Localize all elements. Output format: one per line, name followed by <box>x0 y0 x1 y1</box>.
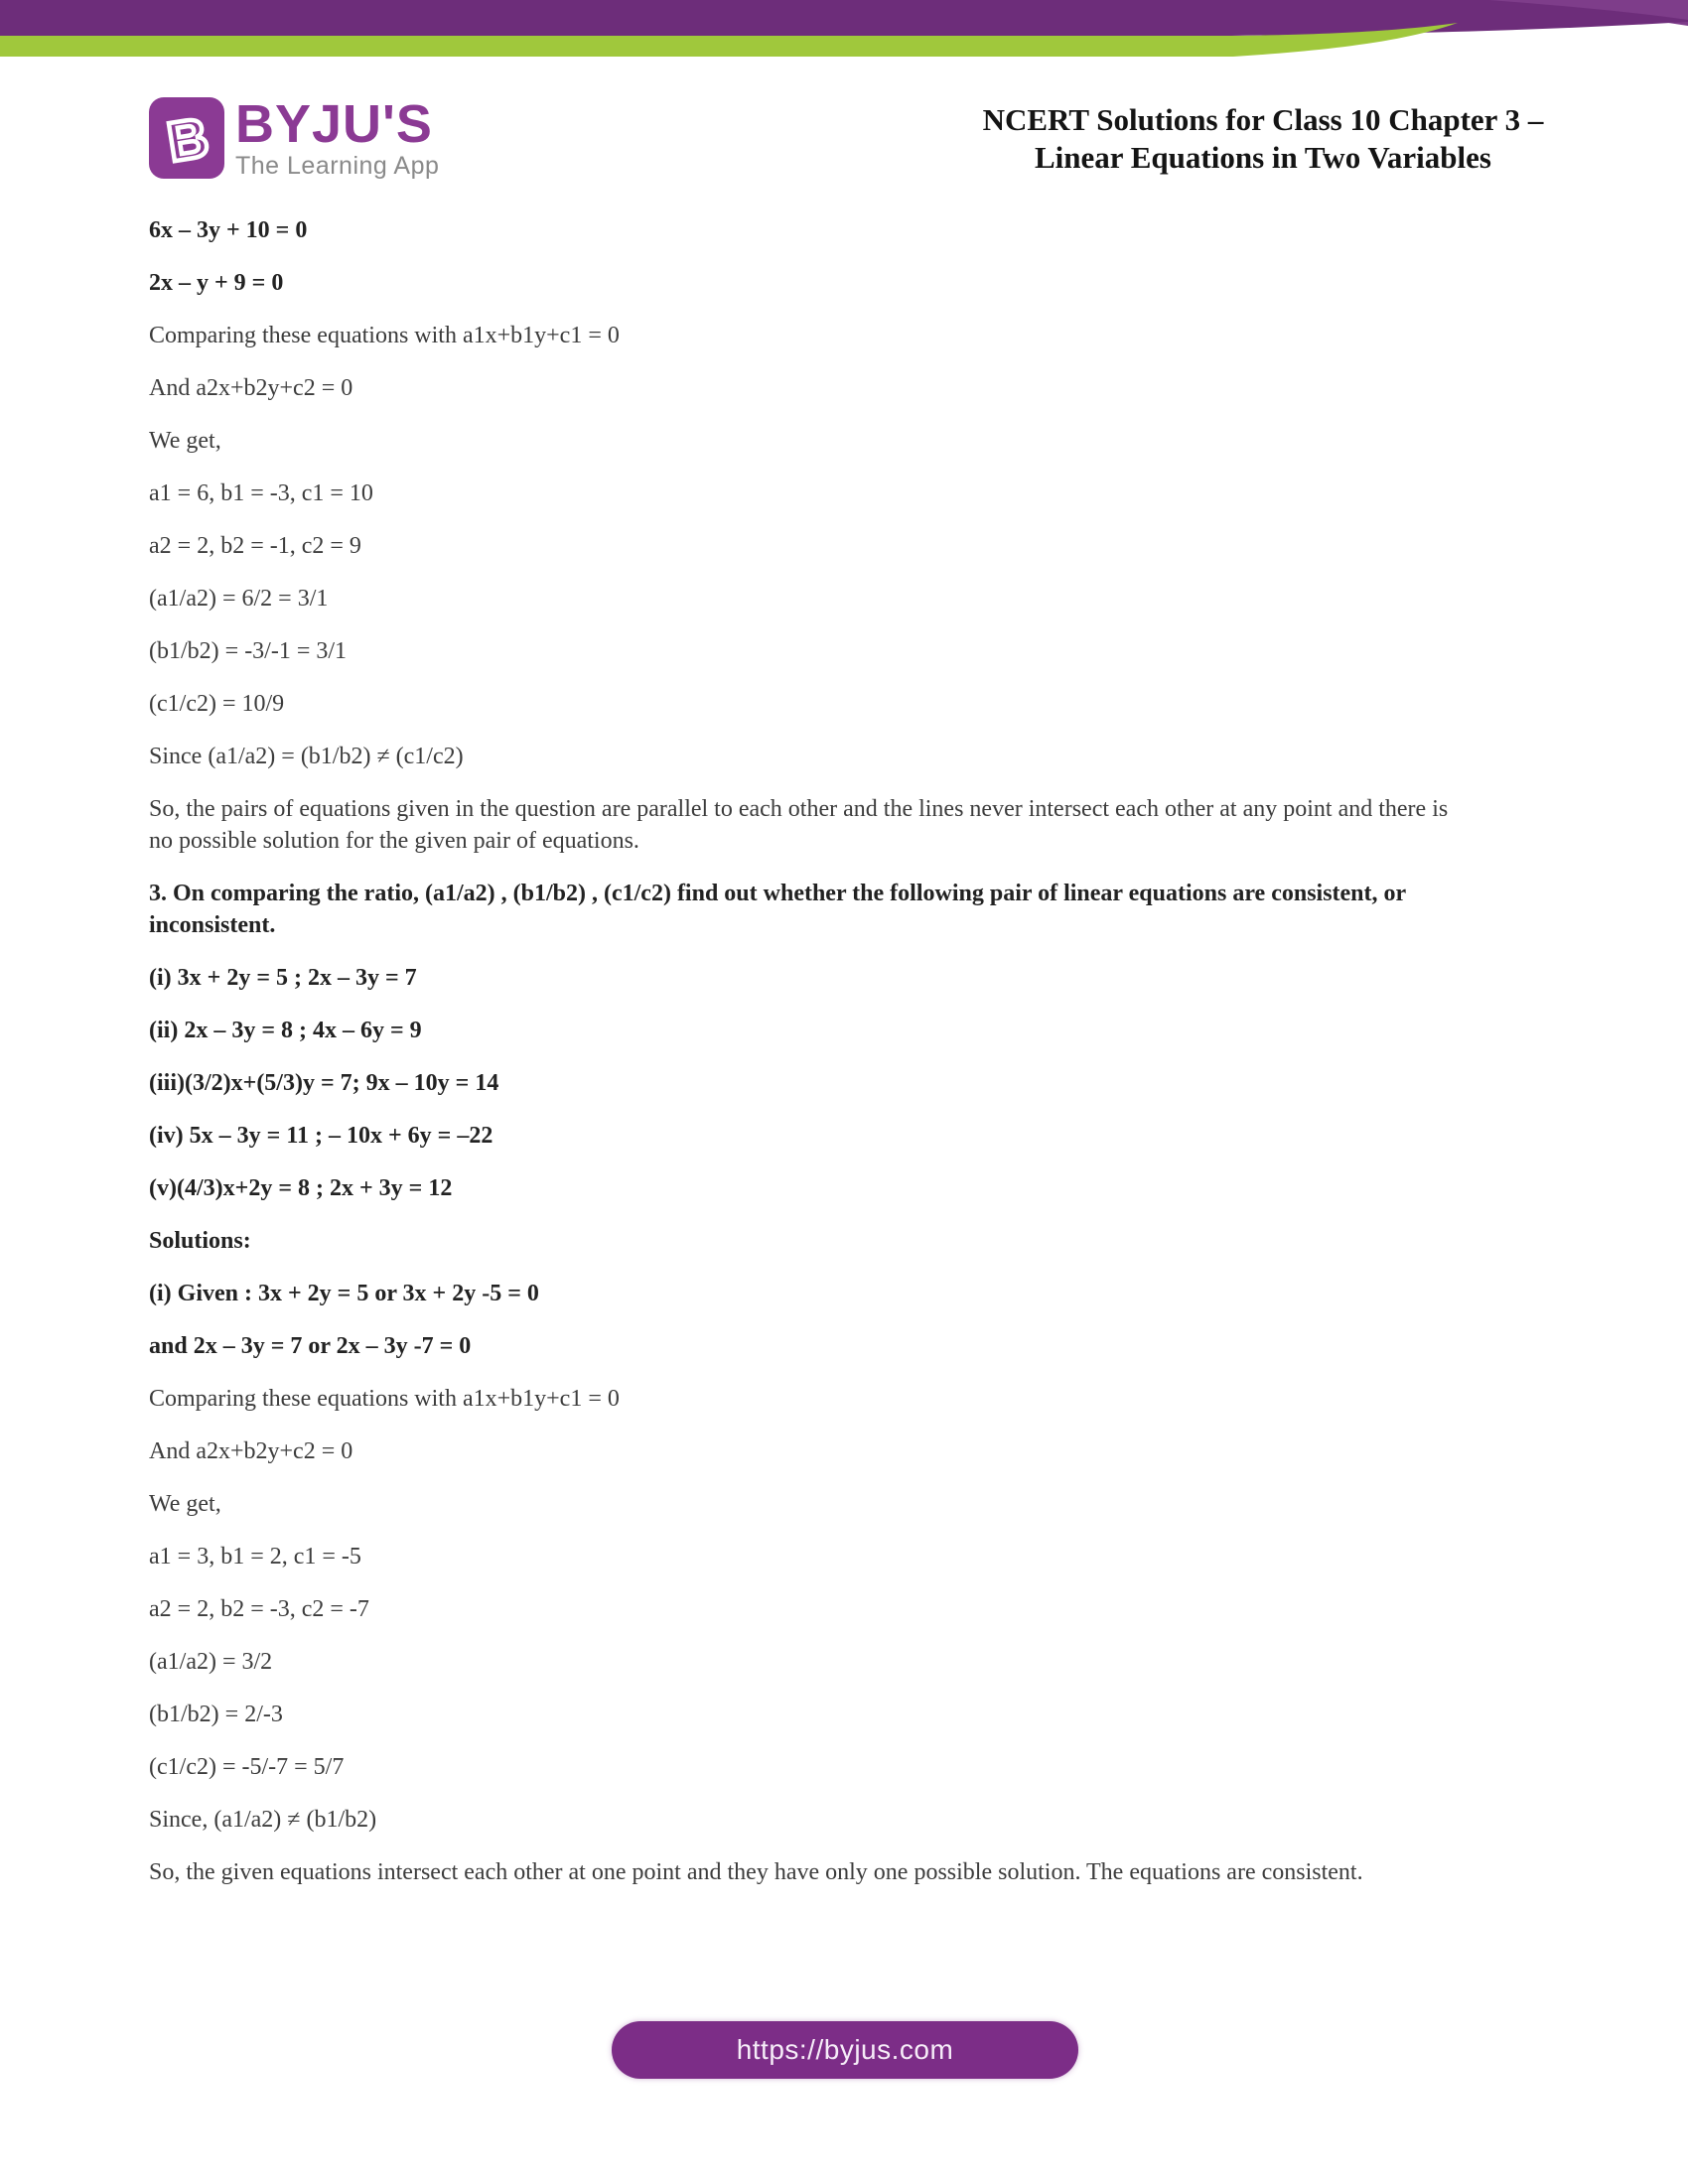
paragraph: (iv) 5x – 3y = 11 ; – 10x + 6y = –22 <box>149 1123 493 1149</box>
footer-url: https://byjus.com <box>736 2034 954 2065</box>
paragraph: 2x – y + 9 = 0 <box>149 270 284 296</box>
paragraph: Comparing these equations with a1x+b1y+c1 = 0 <box>149 1386 620 1412</box>
paragraph: 6x – 3y + 10 = 0 <box>149 217 308 243</box>
paragraph: (b1/b2) = 2/-3 <box>149 1702 283 1727</box>
paragraph: a1 = 3, b1 = 2, c1 = -5 <box>149 1544 361 1570</box>
paragraph: (a1/a2) = 6/2 = 3/1 <box>149 586 329 612</box>
paragraph: So, the pairs of equations given in the question are parallel to each other and the lines never intersect each other at any point and there is no possible solution for the given pair of equations. <box>149 796 1449 854</box>
byjus-tagline: The Learning App <box>235 152 440 180</box>
svg-text:B: B <box>163 105 213 174</box>
paragraph: (a1/a2) = 3/2 <box>149 1649 273 1675</box>
document-title <box>945 101 1581 177</box>
paragraph: a2 = 2, b2 = -1, c2 = 9 <box>149 533 361 559</box>
paragraph: (c1/c2) = 10/9 <box>149 691 285 717</box>
paragraph: Since (a1/a2) = (b1/b2) ≠ (c1/c2) <box>149 744 464 769</box>
paragraph: (v)(4/3)x+2y = 8 ; 2x + 3y = 12 <box>149 1175 453 1201</box>
byjus-logo-text <box>235 94 440 180</box>
paragraph: Solutions: <box>149 1228 251 1254</box>
paragraph: a2 = 2, b2 = -3, c2 = -7 <box>149 1596 369 1622</box>
paragraph: a1 = 6, b1 = -3, c1 = 10 <box>149 480 373 506</box>
paragraph: (b1/b2) = -3/-1 = 3/1 <box>149 638 348 664</box>
paragraph: (ii) 2x – 3y = 8 ; 4x – 6y = 9 <box>149 1018 422 1043</box>
paragraph: And a2x+b2y+c2 = 0 <box>149 1438 353 1464</box>
document-title-line-1: NCERT Solutions for Class 10 Chapter 3 – <box>982 102 1544 137</box>
paragraph: (i) Given : 3x + 2y = 5 or 3x + 2y -5 = 0 <box>149 1281 539 1306</box>
header-wave-dark <box>0 0 1688 36</box>
paragraph: and 2x – 3y = 7 or 2x – 3y -7 = 0 <box>149 1333 472 1359</box>
paragraph: Since, (a1/a2) ≠ (b1/b2) <box>149 1807 377 1833</box>
paragraph: So, the given equations intersect each other at one point and they have only one possible solution. The equations are consistent. <box>149 1859 1363 1885</box>
footer-link[interactable] <box>612 2021 1078 2079</box>
paragraph: Comparing these equations with a1x+b1y+c1 = 0 <box>149 323 620 348</box>
paragraph: And a2x+b2y+c2 = 0 <box>149 375 353 401</box>
content <box>149 214 1460 1909</box>
paragraph: (i) 3x + 2y = 5 ; 2x – 3y = 7 <box>149 965 417 991</box>
byjus-logo-mark-icon <box>149 97 224 179</box>
paragraph: (iii)(3/2)x+(5/3)y = 7; 9x – 10y = 14 <box>149 1070 499 1096</box>
paragraph: 3. On comparing the ratio, (a1/a2) , (b1/b2) , (c1/c2) find out whether the following pair of linear equations are consistent, or inconsistent. <box>149 881 1406 938</box>
paragraph: (c1/c2) = -5/-7 = 5/7 <box>149 1754 345 1780</box>
paragraph: We get, <box>149 1491 221 1517</box>
paragraph: We get, <box>149 428 221 454</box>
byjus-logo <box>149 94 440 180</box>
byjus-wordmark: BYJU'S <box>235 94 433 154</box>
document-title-line-2: Linear Equations in Two Variables <box>1035 140 1491 175</box>
